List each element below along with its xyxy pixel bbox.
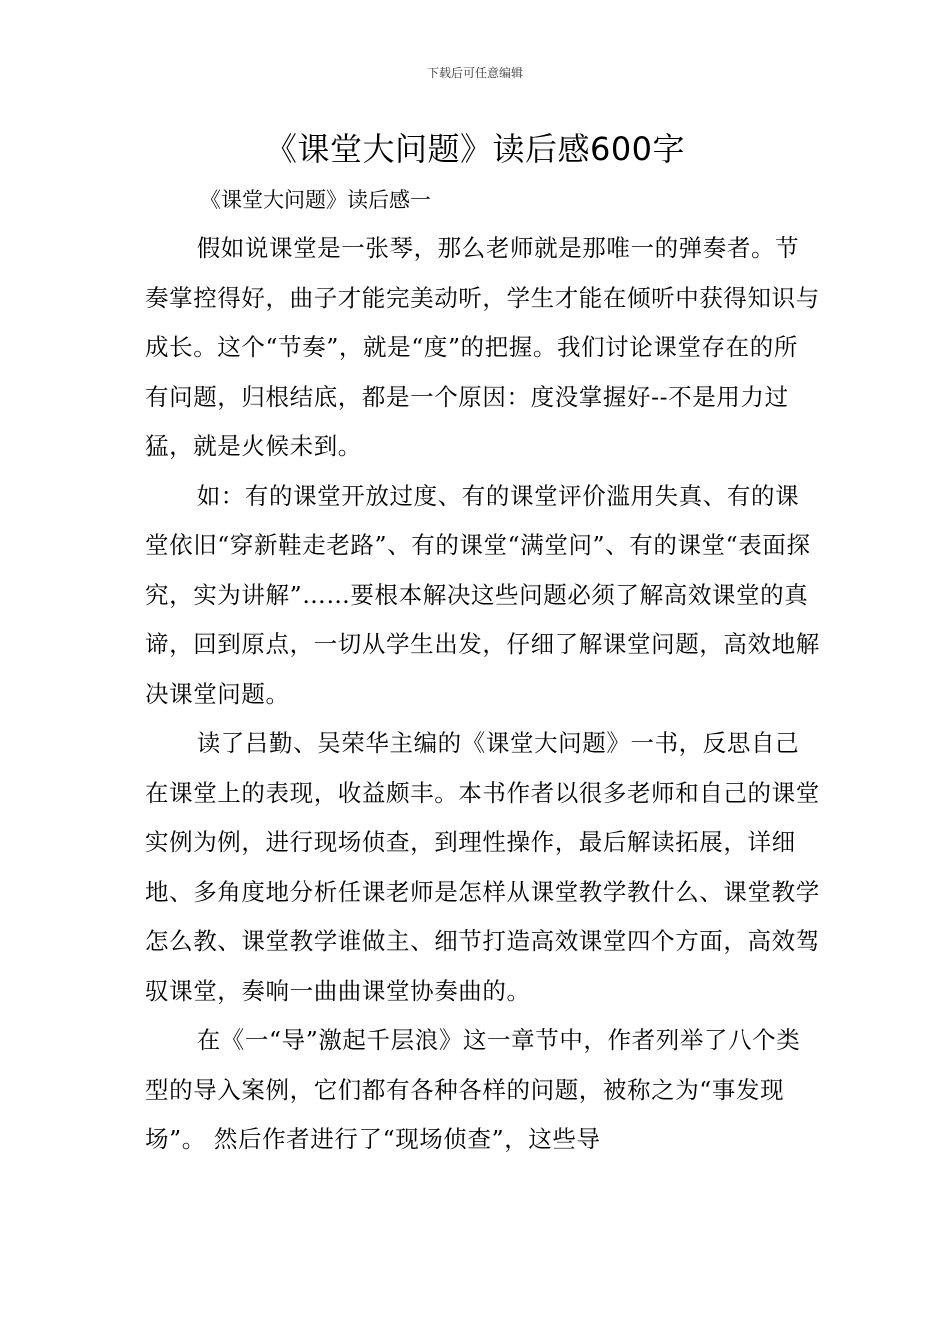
- page-title: 《课堂大问题》读后感600字: [264, 130, 686, 168]
- section-subtitle: 《课堂大问题》读后感一: [200, 188, 431, 212]
- paragraph-2: 如：有的课堂开放过度、有的课堂评价滥用失真、有的课堂依旧“穿新鞋走老路”、有的课堂“满堂问”、有的课堂“表面探究，实为讲解”……要根本解决这些问题必须了解高效课堂的真谛，回到原点，一切从学生出发，仔细了解课堂问题，高效地解决课堂问题。: [145, 481, 820, 708]
- header-note: 下载后可任意编辑: [426, 66, 523, 80]
- paragraph-1: 假如说课堂是一张琴，那么老师就是那唯一的弹奏者。节奏掌控得好，曲子才能完美动听，学生才能在倾听中获得知识与成长。这个“节奏”，就是“度”的把握。我们讨论课堂存在的所有问题，归根结底，都是一个原因：度没掌握好--不是用力过猛，就是火候未到。: [145, 234, 820, 460]
- paragraph-4: 在《一“导”激起千层浪》这一章节中，作者列举了八个类型的导入案例，它们都有各种各样的问题，被称之为“事发现场”。 然后作者进行了“现场侦查”，这些导: [145, 1026, 801, 1153]
- paragraph-3: 读了吕勤、吴荣华主编的《课堂大问题》一书，反思自己在课堂上的表现，收益颇丰。本书作者以很多老师和自己的课堂实例为例，进行现场侦查，到理性操作，最后解读拓展，详细地、多角度地分析任课老师是怎样从课堂教学教什么、课堂教学怎么教、课堂教学谁做主、细节打造高效课堂四个方面，高效驾驭课堂，奏响一曲曲课堂协奏曲的。: [145, 729, 820, 1005]
- article-body: [145, 224, 820, 1165]
